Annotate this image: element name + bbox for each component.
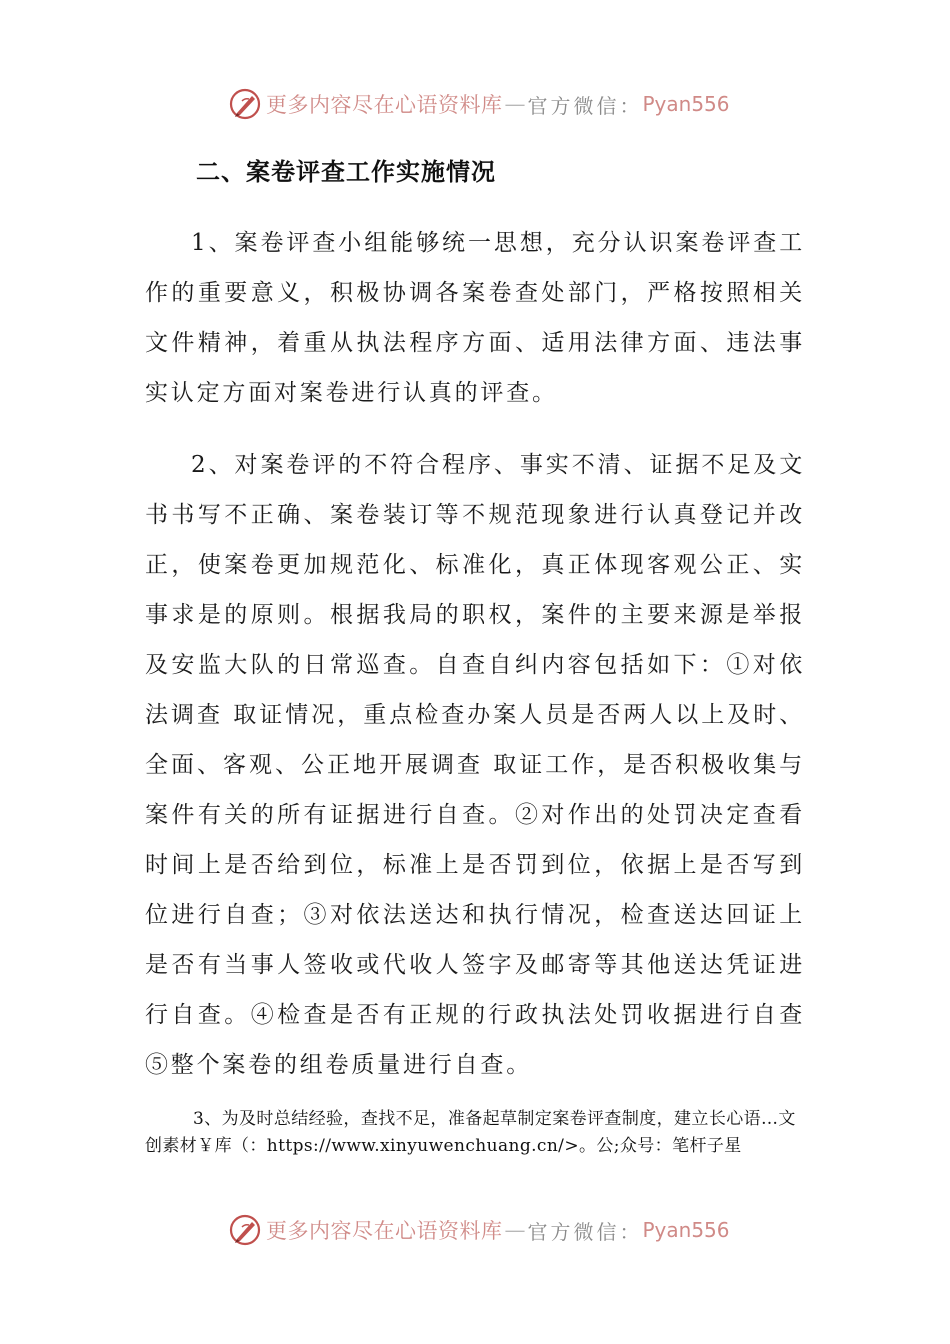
watermark-footer <box>228 1212 730 1248</box>
pen-logo-icon <box>228 1213 262 1247</box>
section-heading: 二、案卷评查工作实施情况 <box>196 158 496 186</box>
watermark-separator: — <box>504 92 526 116</box>
watermark-header <box>228 86 730 122</box>
watermark-wechat-id: Pyan556 <box>642 1218 730 1242</box>
watermark-wechat-label: 官方微信： <box>527 93 643 118</box>
watermark-wechat-id: Pyan556 <box>642 92 730 116</box>
paragraph-2: 2、对案卷评的不符合程序、事实不清、证据不足及文书书写不正确、案卷装订等不规范现象进行认真登记并改正，使案卷更加规范化、标准化，真正体现客观公正、实事求是的原则。根据我局的职权，案件的主要来源是举报及安监大队的日常巡查。自查自纠内容包括如下：①对依法调查 取证情况，重点检查办案人员是否两人以上及时、全面、客观、公正地开展调查 取证工作，是否积极收集与案件有关的所有证据进行自查。②对作出的处罚决定查看时间上是否给到位，标准上是否罚到位，依据上是否写到位进行自查；③对依法送达和执行情况，检查送达回证上是否有当事人签收或代收人签字及邮寄等其他送达凭证进行自查。④检查是否有正规的行政执法处罚收据进行自查⑤整个案卷的组卷质量进行自查。 <box>145 452 805 1078</box>
watermark-text: 更多内容尽在心语资料库 <box>266 1219 503 1243</box>
paragraph-3-footnote: 3、为及时总结经验，查找不足，准备起草制定案卷评查制度，建立长心语…文创素材￥库（：https://www.xinyuwenchuang.cn/>。公;众号：笔杆子星 <box>145 1109 796 1156</box>
watermark-text: 更多内容尽在心语资料库 <box>266 93 503 117</box>
watermark-separator: — <box>504 1218 526 1242</box>
pen-logo-icon <box>228 87 262 121</box>
watermark-wechat-label: 官方微信： <box>527 1219 643 1244</box>
paragraph-1: 1、案卷评查小组能够统一思想，充分认识案卷评查工作的重要意义，积极协调各案卷查处部门，严格按照相关文件精神，着重从执法程序方面、适用法律方面、违法事实认定方面对案卷进行认真的评查。 <box>145 230 805 406</box>
